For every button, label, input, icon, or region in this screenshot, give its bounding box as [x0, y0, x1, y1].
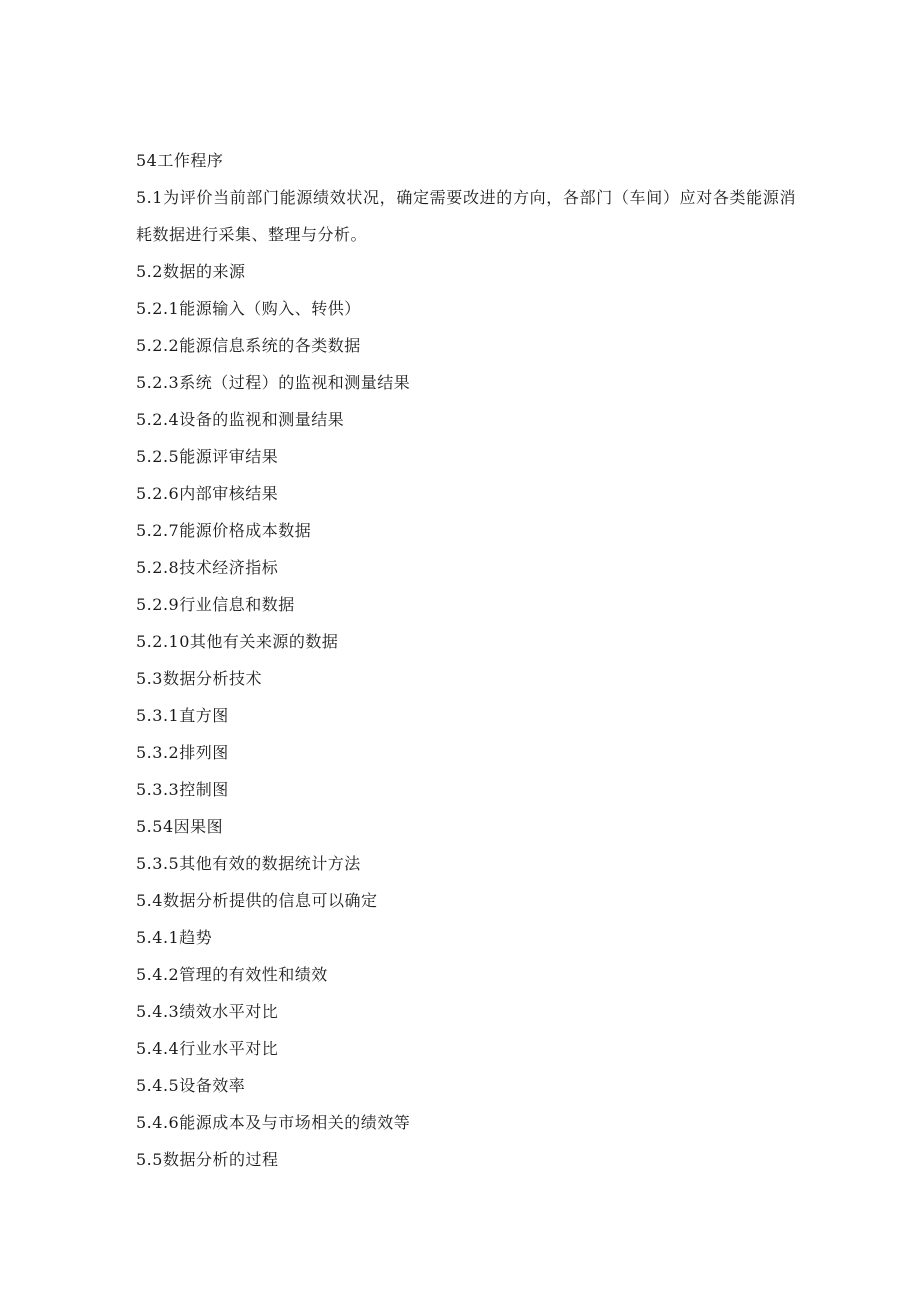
- section-list: [136, 253, 796, 1178]
- list-item: 5.4.3绩效水平对比: [136, 1002, 279, 1021]
- list-item: 5.2.5能源评审结果: [136, 447, 279, 466]
- document-body: [136, 142, 796, 1178]
- list-item: 5.2.9行业信息和数据: [136, 595, 295, 614]
- list-item: 5.4数据分析提供的信息可以确定: [136, 891, 378, 910]
- list-item: 5.2.7能源价格成本数据: [136, 521, 312, 540]
- list-item: 5.54因果图: [136, 817, 224, 836]
- list-item: 5.4.1趋势: [136, 928, 213, 947]
- list-item: 5.4.4行业水平对比: [136, 1039, 279, 1058]
- list-item: 5.2数据的来源: [136, 262, 246, 281]
- list-item: 5.2.8技术经济指标: [136, 558, 279, 577]
- list-item: 5.5数据分析的过程: [136, 1150, 279, 1169]
- section-heading: 54工作程序: [136, 151, 224, 170]
- list-item: 5.3.3控制图: [136, 780, 229, 799]
- list-item: 5.4.5设备效率: [136, 1076, 246, 1095]
- list-item: 5.3.5其他有效的数据统计方法: [136, 854, 361, 873]
- list-item: 5.2.1能源输入（购入、转供）: [136, 299, 361, 318]
- list-item: 5.2.10其他有关来源的数据: [136, 632, 339, 651]
- list-item: 5.3.1直方图: [136, 706, 229, 725]
- list-item: 5.3数据分析技术: [136, 669, 262, 688]
- list-item: 5.2.2能源信息系统的各类数据: [136, 336, 361, 355]
- list-item: 5.4.6能源成本及与市场相关的绩效等: [136, 1113, 411, 1132]
- list-item: 5.4.2管理的有效性和绩效: [136, 965, 328, 984]
- list-item: 5.2.3系统（过程）的监视和测量结果: [136, 373, 411, 392]
- list-item: 5.2.4设备的监视和测量结果: [136, 410, 345, 429]
- list-item: 5.3.2排列图: [136, 743, 229, 762]
- paragraph-5-1: 5.1为评价当前部门能源绩效状况，确定需要改进的方向，各部门（车间）应对各类能源消耗数据进行采集、整理与分析。: [136, 188, 796, 244]
- list-item: 5.2.6内部审核结果: [136, 484, 279, 503]
